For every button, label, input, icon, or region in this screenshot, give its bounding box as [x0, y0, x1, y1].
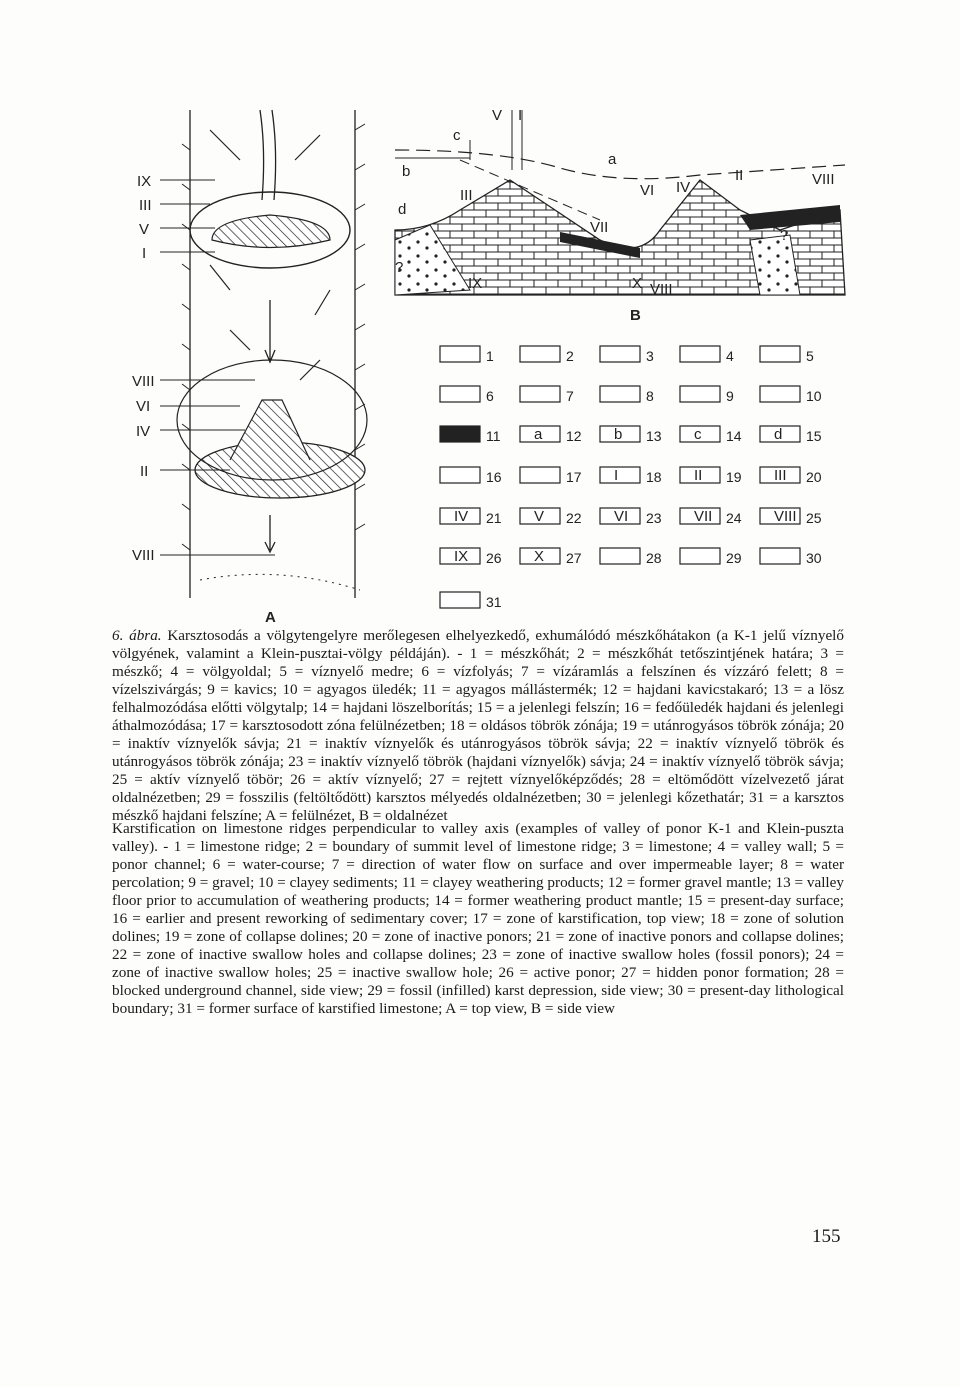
legend-number: 28	[646, 550, 662, 566]
side-label: VI	[640, 182, 655, 199]
figure-6	[0, 0, 960, 640]
legend-number: 16	[486, 469, 502, 485]
roman-label: V	[139, 221, 150, 238]
legend-number: 15	[806, 428, 822, 444]
legend-symbol	[520, 467, 560, 483]
legend-number: 21	[486, 510, 502, 526]
side-label: II	[735, 167, 744, 184]
legend-symbol-tag: IV	[454, 508, 469, 525]
legend-number: 14	[726, 428, 742, 444]
legend-symbol-tag: d	[774, 426, 783, 443]
legend-number: 13	[646, 428, 662, 444]
legend-symbol	[600, 467, 640, 483]
legend-number: 31	[486, 594, 502, 610]
legend-number: 25	[806, 510, 822, 526]
legend-number: 1	[486, 348, 494, 364]
legend-number: 6	[486, 388, 494, 404]
side-label: VII	[590, 219, 609, 236]
legend-number: 19	[726, 469, 742, 485]
roman-label: III	[139, 197, 152, 214]
legend-number: 9	[726, 388, 734, 404]
side-label: I	[518, 107, 523, 124]
legend-symbol	[520, 386, 560, 402]
legend-symbol-tag: II	[694, 467, 703, 484]
legend-number: 10	[806, 388, 822, 404]
legend-symbol	[760, 346, 800, 362]
roman-label: I	[142, 245, 147, 262]
legend-symbol-tag: b	[614, 426, 623, 443]
caption-hu-text: Karsztosodás a völgytengelyre merőlegesen elhelyezkedő, exhumálódó mészkőhátakon (a K-1 jelű víznyelő völgyének, valamint a Klein-pusztai-völgy példáján). - 1 = mészkőhát; 2 = mészkőhát tetőszintjének határa; 3 = mészkő; 4 = völgyoldal; 5 = víznyelő medre; 6 = vízfolyás; 7 = vízáramlás a felszínen és vízzáró felett; 8 = vízelszivárgás; 9 = kavics; 10 = agyagos üledék; 11 = agyagos mállástermék; 12 = hajdani kavicstakaró; 13 = a lösz felhalmozódása előtti völgytalp; 14 = hajdani löszelborítás; 15 = a jelenlegi felszín; 16 = fedőüledék hajdani és jelenlegi áthalmozódása; 17 = karsztosodott zóna felülnézetben; 18 = oldásos töbrök zónája; 19 = utánrogyásos töbrök zónája; 20 = inaktív víznyelők sávja; 21 = inaktív víznyelők és utánrogyásos töbrök sávja; 22 = inaktív víznyelő töbrök és utánrogyásos töbrök zónája; 23 = inaktív víznyelő töbrök (hajdani víznyelők) sávja; 24 = inaktív víznyelő töbrök sávja; 25 = aktív víznyelő töbör; 26 = aktív víznyelő; 27 = rejtett víznyelőképződés; 28 = eltömődött vízelvezető járat oldalnézetben; 29 = fosszilis (feltöltődött) karsztos mélyedés oldalnézetben; 30 = jelenlegi kőzethatár; 31 = a karsztos mészkő hajdani felszíne; A = felülnézet, B = oldalnézet	[112, 627, 844, 824]
legend-number: 17	[566, 469, 582, 485]
legend-symbol-tag: I	[614, 467, 619, 484]
legend-number: 11	[486, 428, 501, 444]
legend-symbol	[440, 386, 480, 402]
page-number: 155	[812, 1226, 841, 1247]
legend-symbol	[440, 426, 480, 442]
side-label: a	[608, 151, 617, 168]
side-label: IV	[676, 179, 691, 196]
legend-number: 12	[566, 428, 582, 444]
legend-number: 7	[566, 388, 574, 404]
legend-symbol-tag: VI	[614, 508, 629, 525]
legend-symbol-tag: IX	[454, 548, 469, 565]
legend-symbol	[760, 548, 800, 564]
legend-symbol-tag: VIII	[774, 508, 797, 525]
side-label: d	[398, 201, 407, 218]
panel-a-label: A	[265, 609, 276, 626]
side-label: X	[632, 275, 643, 292]
legend-number: 18	[646, 469, 662, 485]
legend-number: 8	[646, 388, 654, 404]
legend	[440, 346, 822, 610]
caption-english: Karstification on limestone ridges perpendicular to valley axis (examples of valley of ponor K-1 and Klein-puszta valley). - 1 = limestone ridge; 2 = boundary of summit level of limestone ridge; 3 = limestone; 4 = valley wall; 5 = ponor channel; 6 = water-course; 7 = direction of water flow on surface and over impermeable layer; 8 = water percolation; 9 = gravel; 10 = clayey sediments; 11 = clayey weathering products; 12 = former gravel mantle; 13 = valley floor prior to accumulation of weathering products; 14 = former weathering product mantle; 15 = present-day surface; 16 = earlier and present reworking of sedimentary cover; 17 = zone of karstification, top view; 18 = zone of solution dolines; 19 = zone of collapse dolines; 20 = zone of inactive ponors; 21 = zone of inactive ponors and collapse dolines; 22 = zone of inactive swallow holes and collapse dolines; 23 = zone of inactive swallow holes (fossil ponors); 24 = zone of inactive swallow holes; 25 = inactive swallow hole; 26 = active ponor; 27 = hidden ponor formation; 28 = blocked underground channel, side view; 29 = fossil (infilled) karst depression, side view; 30 = present-day lithological boundary; 31 = former surface of karstified limestone; A = top view, B = side view	[112, 820, 844, 1017]
legend-number: 24	[726, 510, 742, 526]
legend-symbol	[760, 386, 800, 402]
caption-hungarian	[112, 627, 844, 825]
legend-number: 4	[726, 348, 734, 364]
legend-symbol	[440, 346, 480, 362]
legend-symbol-tag: V	[534, 508, 545, 525]
roman-label: II	[140, 463, 149, 480]
legend-symbol	[440, 592, 480, 608]
legend-symbol	[520, 346, 560, 362]
roman-label: VI	[136, 398, 151, 415]
legend-number: 26	[486, 550, 502, 566]
side-label: III	[460, 187, 473, 204]
legend-number: 23	[646, 510, 662, 526]
legend-symbol	[600, 386, 640, 402]
legend-number: 29	[726, 550, 742, 566]
panel-b-label: B	[630, 307, 641, 324]
side-label: b	[402, 163, 411, 180]
legend-symbol	[680, 346, 720, 362]
panel-b	[395, 107, 845, 324]
roman-label: VIII	[132, 373, 155, 390]
legend-symbol-tag: c	[694, 426, 702, 443]
legend-symbol-tag: a	[534, 426, 543, 443]
roman-label: VIII	[132, 547, 155, 564]
side-label: ?	[780, 227, 789, 244]
legend-number: 22	[566, 510, 582, 526]
side-label: IX	[468, 275, 483, 292]
side-label: V	[492, 107, 503, 124]
legend-symbol-tag: X	[534, 548, 545, 565]
panel-a	[132, 110, 367, 626]
legend-number: 3	[646, 348, 654, 364]
legend-number: 20	[806, 469, 822, 485]
side-label: VIII	[812, 171, 835, 188]
legend-number: 2	[566, 348, 574, 364]
figure-label: 6. ábra.	[112, 627, 162, 644]
legend-symbol	[600, 548, 640, 564]
roman-label: IX	[137, 173, 152, 190]
side-label: VIII	[650, 281, 673, 298]
legend-symbol-tag: III	[774, 467, 787, 484]
roman-label: IV	[136, 423, 151, 440]
side-label: ?	[395, 259, 404, 276]
legend-symbol	[680, 548, 720, 564]
legend-symbol	[680, 386, 720, 402]
legend-symbol	[600, 346, 640, 362]
legend-number: 27	[566, 550, 582, 566]
legend-symbol	[440, 467, 480, 483]
legend-number: 5	[806, 348, 814, 364]
legend-number: 30	[806, 550, 822, 566]
legend-symbol-tag: VII	[694, 508, 713, 525]
side-label: c	[453, 127, 461, 144]
